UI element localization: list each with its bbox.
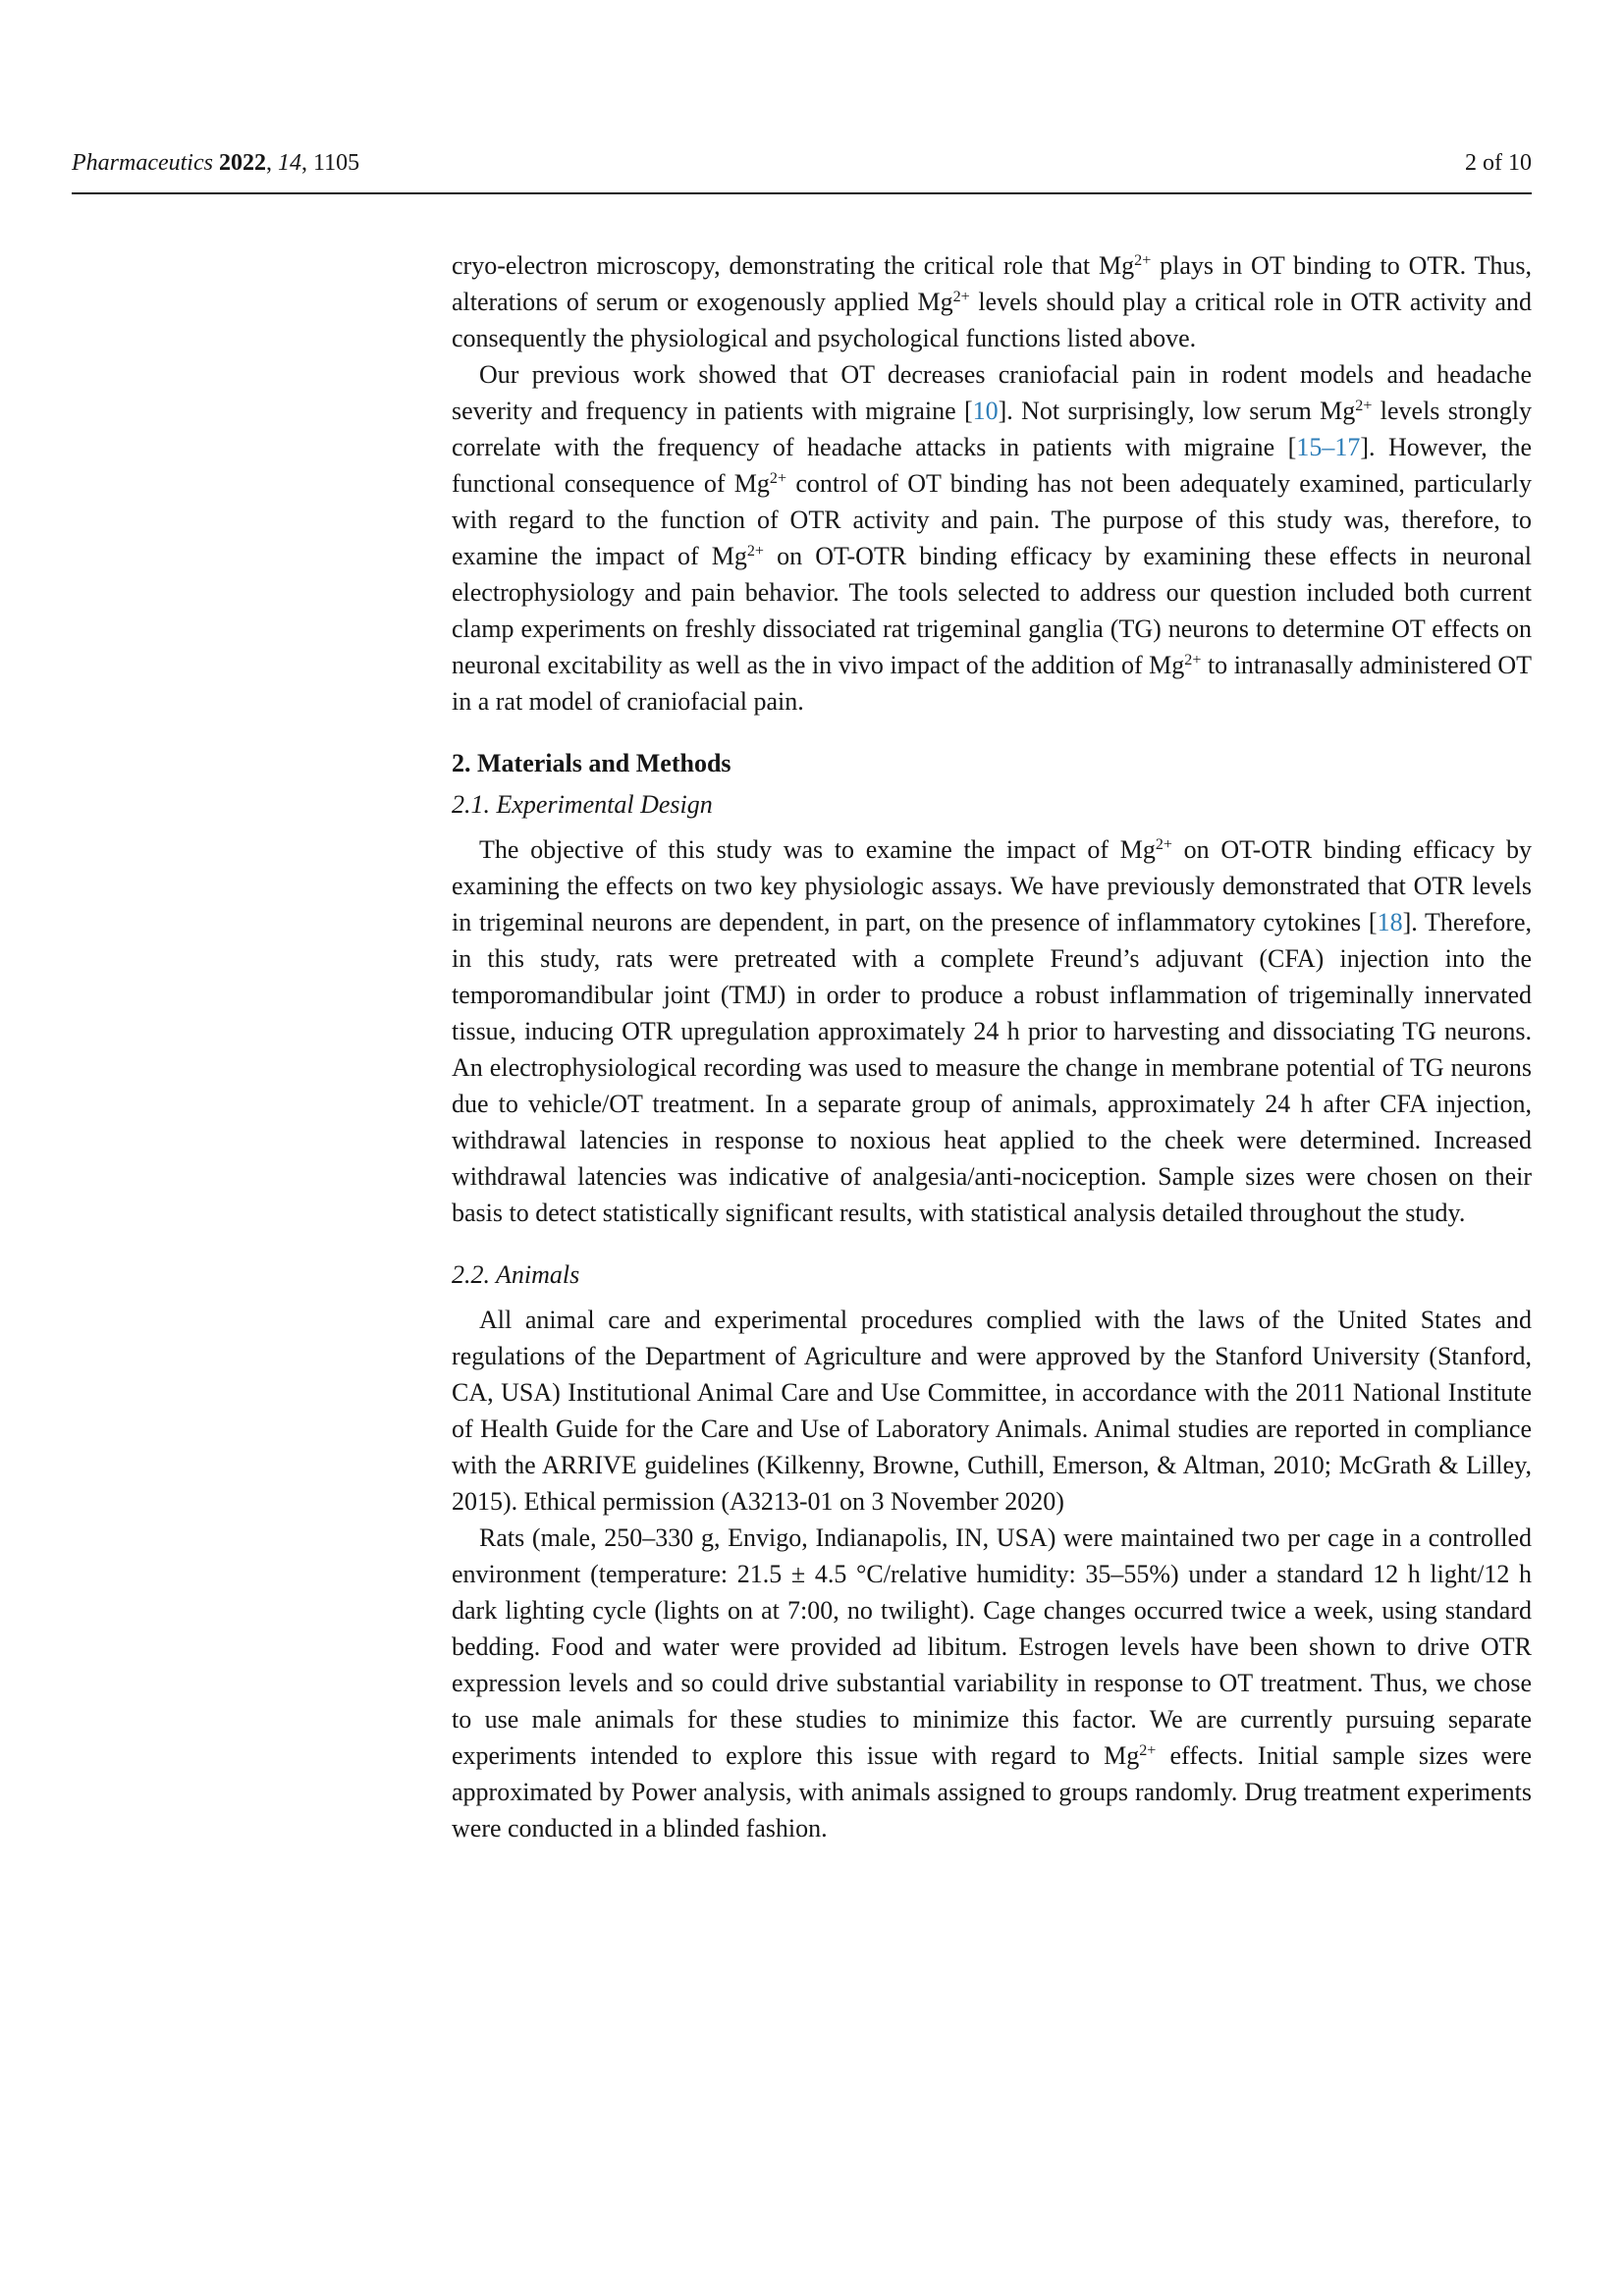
subsection-heading: 2.1. Experimental Design xyxy=(452,790,713,819)
paragraph xyxy=(452,247,1532,356)
text-run: cryo-electron microscopy, demonstrating the critical role that Mg xyxy=(452,251,1135,280)
text-run: The objective of this study was to examine the impact of Mg xyxy=(479,835,1156,864)
text-run: on OT-OTR binding efficacy by examining the effects on two key physiologic assays. We have previously demonstrated that OTR levels in trigeminal neurons are dependent, in part, on the presence of inflammatory cytokines [ xyxy=(452,835,1532,936)
text-run: effects. Initial sample sizes were approximated by Power analysis, with animals assigned to groups randomly. Drug treatment experiments were conducted in a blinded fashion. xyxy=(452,1741,1532,1842)
paragraph xyxy=(452,1520,1532,1846)
section-heading: 2. Materials and Methods xyxy=(452,749,731,777)
citation-link[interactable]: 10 xyxy=(972,397,999,425)
text-run: Our previous work showed that OT decreases craniofacial pain in rodent models and headache severity and frequency in patients with migraine [ xyxy=(452,360,1532,425)
text-run: to intranasally administered OT in a rat model of craniofacial pain. xyxy=(452,651,1533,716)
journal-citation xyxy=(72,149,359,177)
text-run: ]. However, the functional consequence of Mg xyxy=(452,433,1533,498)
citation-link[interactable]: 15–17 xyxy=(1296,433,1361,461)
superscript: 2+ xyxy=(1155,836,1172,854)
text-run: , 1105 xyxy=(300,150,360,176)
superscript: 2+ xyxy=(746,543,764,561)
article-body xyxy=(452,247,1532,1846)
superscript: 2+ xyxy=(1134,252,1152,270)
page-number: 2 of 10 xyxy=(1465,150,1532,176)
text-run: Pharmaceutics xyxy=(72,150,213,176)
paragraph xyxy=(452,1302,1532,1520)
superscript: 2+ xyxy=(1139,1742,1157,1760)
text-run: control of OT binding has not been adequately examined, particularly with regard to the function of OTR activity and pain. The purpose of this study was, therefore, to examine the impact of Mg xyxy=(452,469,1532,570)
page-header xyxy=(72,149,1532,177)
superscript: 2+ xyxy=(952,289,970,306)
text-run: 2022 xyxy=(218,150,266,176)
text-run: ]. Not surprisingly, low serum Mg xyxy=(998,397,1356,425)
text-run: levels should play a critical role in OTR activity and consequently the physiological and psychological functions listed above. xyxy=(452,288,1533,352)
paragraph xyxy=(452,356,1532,720)
text-run: 14 xyxy=(277,150,301,176)
header-divider xyxy=(72,192,1532,194)
text-run: on OT-OTR binding efficacy by examining these effects in neuronal electrophysiology and pain behavior. The tools selected to address our question included both current clamp experiments on freshly dissociated rat trigeminal ganglia (TG) neurons to determine OT effects on neuronal excitability as well as the in vivo impact of the addition of Mg xyxy=(452,542,1533,679)
text-run: ]. Therefore, in this study, rats were pretreated with a complete Freund’s adjuvant (CFA) injection into the temporomandibular joint (TMJ) in order to produce a robust inflammation of trigeminally innervated tissue, inducing OTR upregulation approximately 24 h prior to harvesting and dissociating TG neurons. An electrophysiological recording was used to measure the change in membrane potential of TG neurons due to vehicle/OT treatment. In a separate group of animals, approximately 24 h after CFA injection, withdrawal latencies in response to noxious heat applied to the cheek were determined. Increased withdrawal latencies was indicative of analgesia/anti-nociception. Sample sizes were chosen on their basis to detect statistically significant results, with statistical analysis detailed throughout the study. xyxy=(452,908,1532,1227)
text-run: , xyxy=(265,150,278,176)
superscript: 2+ xyxy=(1184,652,1202,669)
text-run: plays in OT binding to OTR. Thus, alterations of serum or exogenously applied Mg xyxy=(452,251,1532,316)
citation-link[interactable]: 18 xyxy=(1377,908,1403,936)
text-run: All animal care and experimental procedures complied with the laws of the United States and regulations of the Department of Agriculture and were approved by the Stanford University (Stanford, CA, USA) Institutional Animal Care and Use Committee, in accordance with the 2011 National Institute of Health Guide for the Care and Use of Laboratory Animals. Animal studies are reported in compliance with the ARRIVE guidelines (Kilkenny, Browne, Cuthill, Emerson, & Altman, 2010; McGrath & Lilley, 2015). Ethical permission (A3213-01 on 3 November 2020) xyxy=(452,1306,1532,1516)
text-run: Rats (male, 250–330 g, Envigo, Indianapolis, IN, USA) were maintained two per cage in a controlled environment (temperature: 21.5 ± 4.5 °C/relative humidity: 35–55%) under a standard 12 h light/12 h dark lighting cycle (lights on at 7:00, no twilight). Cage changes occurred twice a week, using standard bedding. Food and water were provided ad libitum. Estrogen levels have been shown to drive OTR expression levels and so could drive substantial variability in response to OT treatment. Thus, we chose to use male animals for these studies to minimize this factor. We are currently pursuing separate experiments intended to explore this issue with regard to Mg xyxy=(452,1523,1532,1770)
text-run: levels strongly correlate with the frequency of headache attacks in patients with migraine [ xyxy=(452,397,1532,461)
superscript: 2+ xyxy=(1355,398,1373,415)
superscript: 2+ xyxy=(769,470,787,488)
paragraph xyxy=(452,831,1532,1231)
subsection-heading: 2.2. Animals xyxy=(452,1260,580,1289)
